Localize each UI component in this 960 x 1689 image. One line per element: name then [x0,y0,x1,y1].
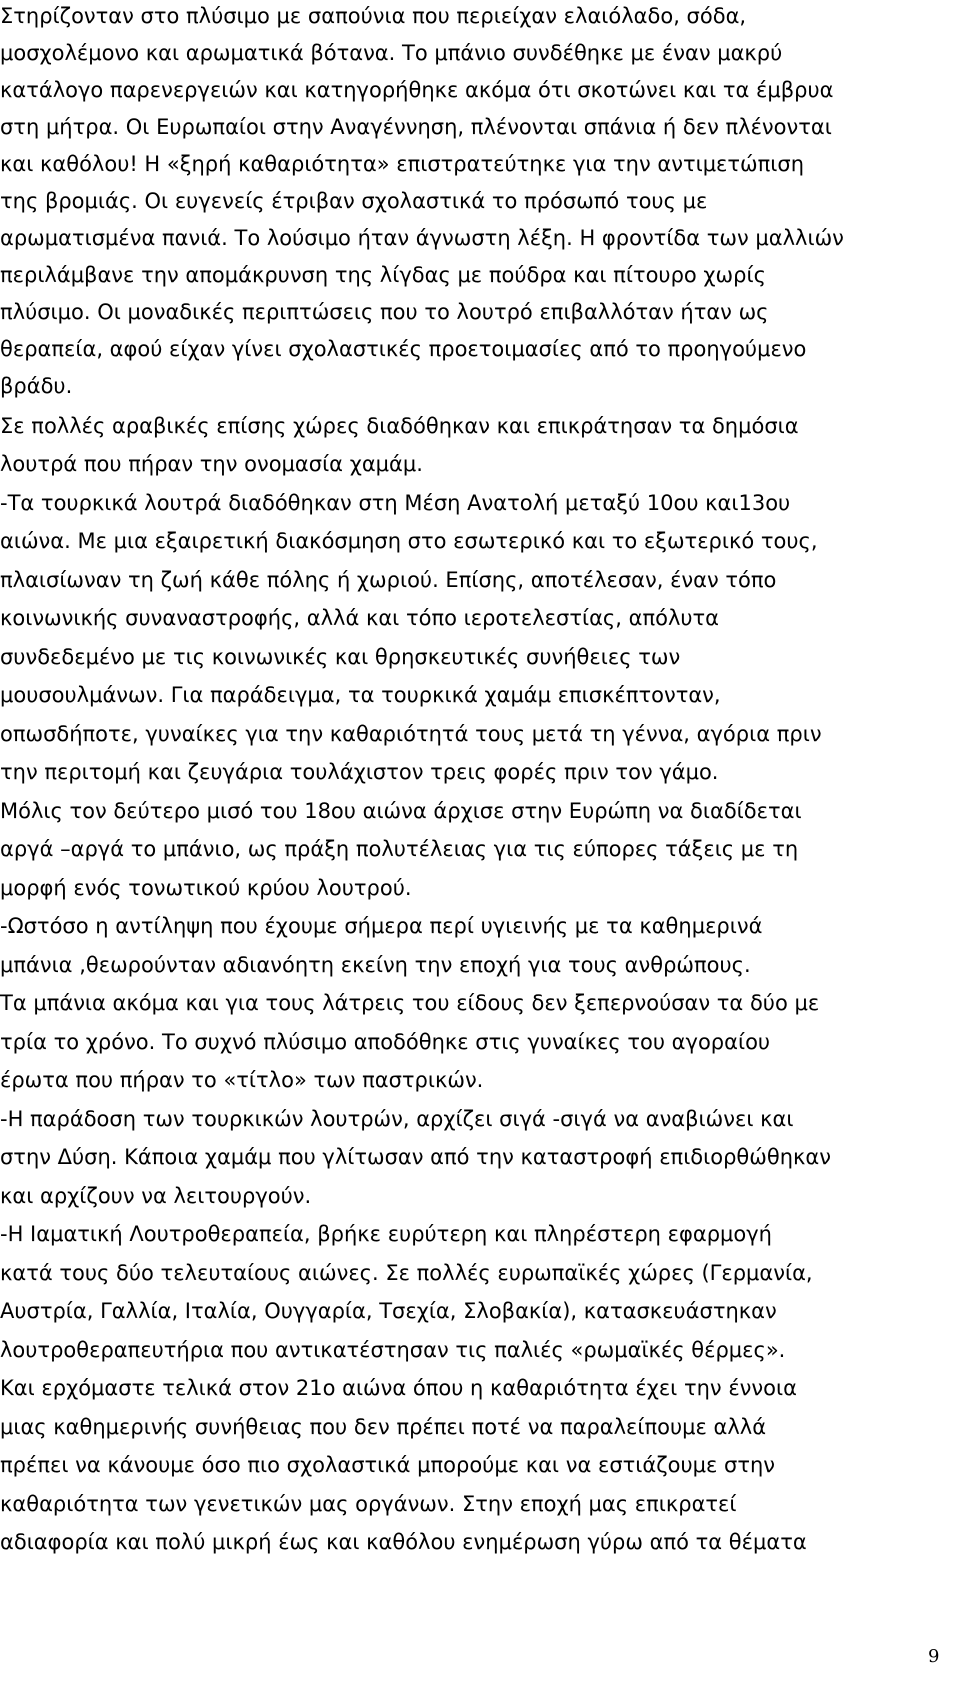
text-line: πρέπει να κάνουμε όσο πιο σχολαστικά μπορούμε και να εστιάζουμε στην [0,1453,776,1477]
page-number: 9 [928,1646,940,1667]
text-line: τρία το χρόνο. Το συχνό πλύσιμο αποδόθηκε στις γυναίκες του αγοραίου [0,1030,771,1054]
text-line: της βρομιάς. Οι ευγενείς έτριβαν σχολαστικά το πρόσωπό τους με [0,189,708,213]
text-line: περιλάμβανε την απομάκρυνση της λίγδας με πούδρα και πίτουρο χωρίς [0,263,766,287]
text-line: κατά τους δύο τελευταίους αιώνες. Σε πολλές ευρωπαϊκές χώρες (Γερμανία, [0,1261,813,1285]
text-line: την περιτομή και ζευγάρια τουλάχιστον τρεις φορές πριν τον γάμο. [0,760,719,784]
text-line: αργά –αργά το μπάνιο, ως πράξη πολυτέλειας για τις εύπορες τάξεις με τη [0,837,799,861]
text-line: στη μήτρα. Οι Ευρωπαίοι στην Αναγέννηση, πλένονται σπάνια ή δεν πλένονται [0,115,832,139]
text-line: Μόλις τον δεύτερο μισό του 18ου αιώνα άρχισε στην Ευρώπη να διαδίδεται [0,799,802,823]
text-line: Αυστρία, Γαλλία, Ιταλία, Ουγγαρία, Τσεχία, Σλοβακία), κατασκευάστηκαν [0,1299,777,1323]
text-line: μοσχολέμονο και αρωματικά βότανα. Το μπάνιο συνδέθηκε με έναν μακρύ [0,41,783,65]
text-line: βράδυ. [0,374,73,398]
text-line: -Τα τουρκικά λουτρά διαδόθηκαν στη Μέση Ανατολή μεταξύ 10ου και13ου [0,491,791,515]
text-line: στην Δύση. Κάποια χαμάμ που γλίτωσαν από την καταστροφή επιδιορθώθηκαν [0,1145,831,1169]
text-line: Και ερχόμαστε τελικά στον 21ο αιώνα όπου η καθαριότητα έχει την έννοια [0,1376,797,1400]
text-line: αδιαφορία και πολύ μικρή έως και καθόλου ενημέρωση γύρω από τα θέματα [0,1530,807,1554]
text-line: -Ωστόσο η αντίληψη που έχουμε σήμερα περί υγιεινής με τα καθημερινά [0,914,763,938]
text-line: και καθόλου! Η «ξηρή καθαριότητα» επιστρατεύτηκε για την αντιμετώπιση [0,152,805,176]
text-line: λουτροθεραπευτήρια που αντικατέστησαν τις παλιές «ρωμαϊκές θέρμες». [0,1338,786,1362]
text-line: αιώνα. Με μια εξαιρετική διακόσμηση στο εσωτερικό και το εξωτερικό τους, [0,529,818,553]
text-line: πλύσιμο. Οι μοναδικές περιπτώσεις που το λουτρό επιβαλλόταν ήταν ως [0,300,769,324]
text-line: πλαισίωναν τη ζωή κάθε πόλης ή χωριού. Επίσης, αποτέλεσαν, έναν τόπο [0,568,777,592]
text-line: κοινωνικής συναναστροφής, αλλά και τόπο ιεροτελεστίας, απόλυτα [0,606,720,630]
text-line: και αρχίζουν να λειτουργούν. [0,1184,312,1208]
text-line: κατάλογο παρενεργειών και κατηγορήθηκε ακόμα ότι σκοτώνει και τα έμβρυα [0,78,834,102]
text-line: μουσουλμάνων. Για παράδειγμα, τα τουρκικά χαμάμ επισκέπτονταν, [0,683,721,707]
text-line: αρωματισμένα πανιά. Το λούσιμο ήταν άγνωστη λέξη. Η φροντίδα των μαλλιών [0,226,844,250]
text-line: οπωσδήποτε, γυναίκες για την καθαριότητά τους μετά τη γέννα, αγόρια πριν [0,722,822,746]
text-line: καθαριότητα των γενετικών μας οργάνων. Στην εποχή μας επικρατεί [0,1492,737,1516]
text-line: συνδεδεμένο με τις κοινωνικές και θρησκευτικές συνήθειες των [0,645,681,669]
text-line: -Η παράδοση των τουρκικών λουτρών, αρχίζει σιγά -σιγά να αναβιώνει και [0,1107,794,1131]
text-line: Στηρίζονταν στο πλύσιμο με σαπούνια που περιείχαν ελαιόλαδο, σόδα, [0,4,747,28]
text-line: μορφή ενός τονωτικού κρύου λουτρού. [0,876,412,900]
text-line: Σε πολλές αραβικές επίσης χώρες διαδόθηκαν και επικράτησαν τα δημόσια [0,414,799,438]
text-line: -Η Ιαματική Λουτροθεραπεία, βρήκε ευρύτερη και πληρέστερη εφαρμογή [0,1222,772,1246]
text-line: μιας καθημερινής συνήθειας που δεν πρέπει ποτέ να παραλείπουμε αλλά [0,1415,767,1439]
text-line: Τα μπάνια ακόμα και για τους λάτρεις του είδους δεν ξεπερνούσαν τα δύο με [0,991,820,1015]
text-line: θεραπεία, αφού είχαν γίνει σχολαστικές προετοιμασίες από το προηγούμενο [0,337,807,361]
text-line: λουτρά που πήραν την ονομασία χαμάμ. [0,452,423,476]
text-line: μπάνια ,θεωρούνταν αδιανόητη εκείνη την εποχή για τους ανθρώπους. [0,953,751,977]
text-line: έρωτα που πήραν το «τίτλο» των παστρικών. [0,1068,484,1092]
